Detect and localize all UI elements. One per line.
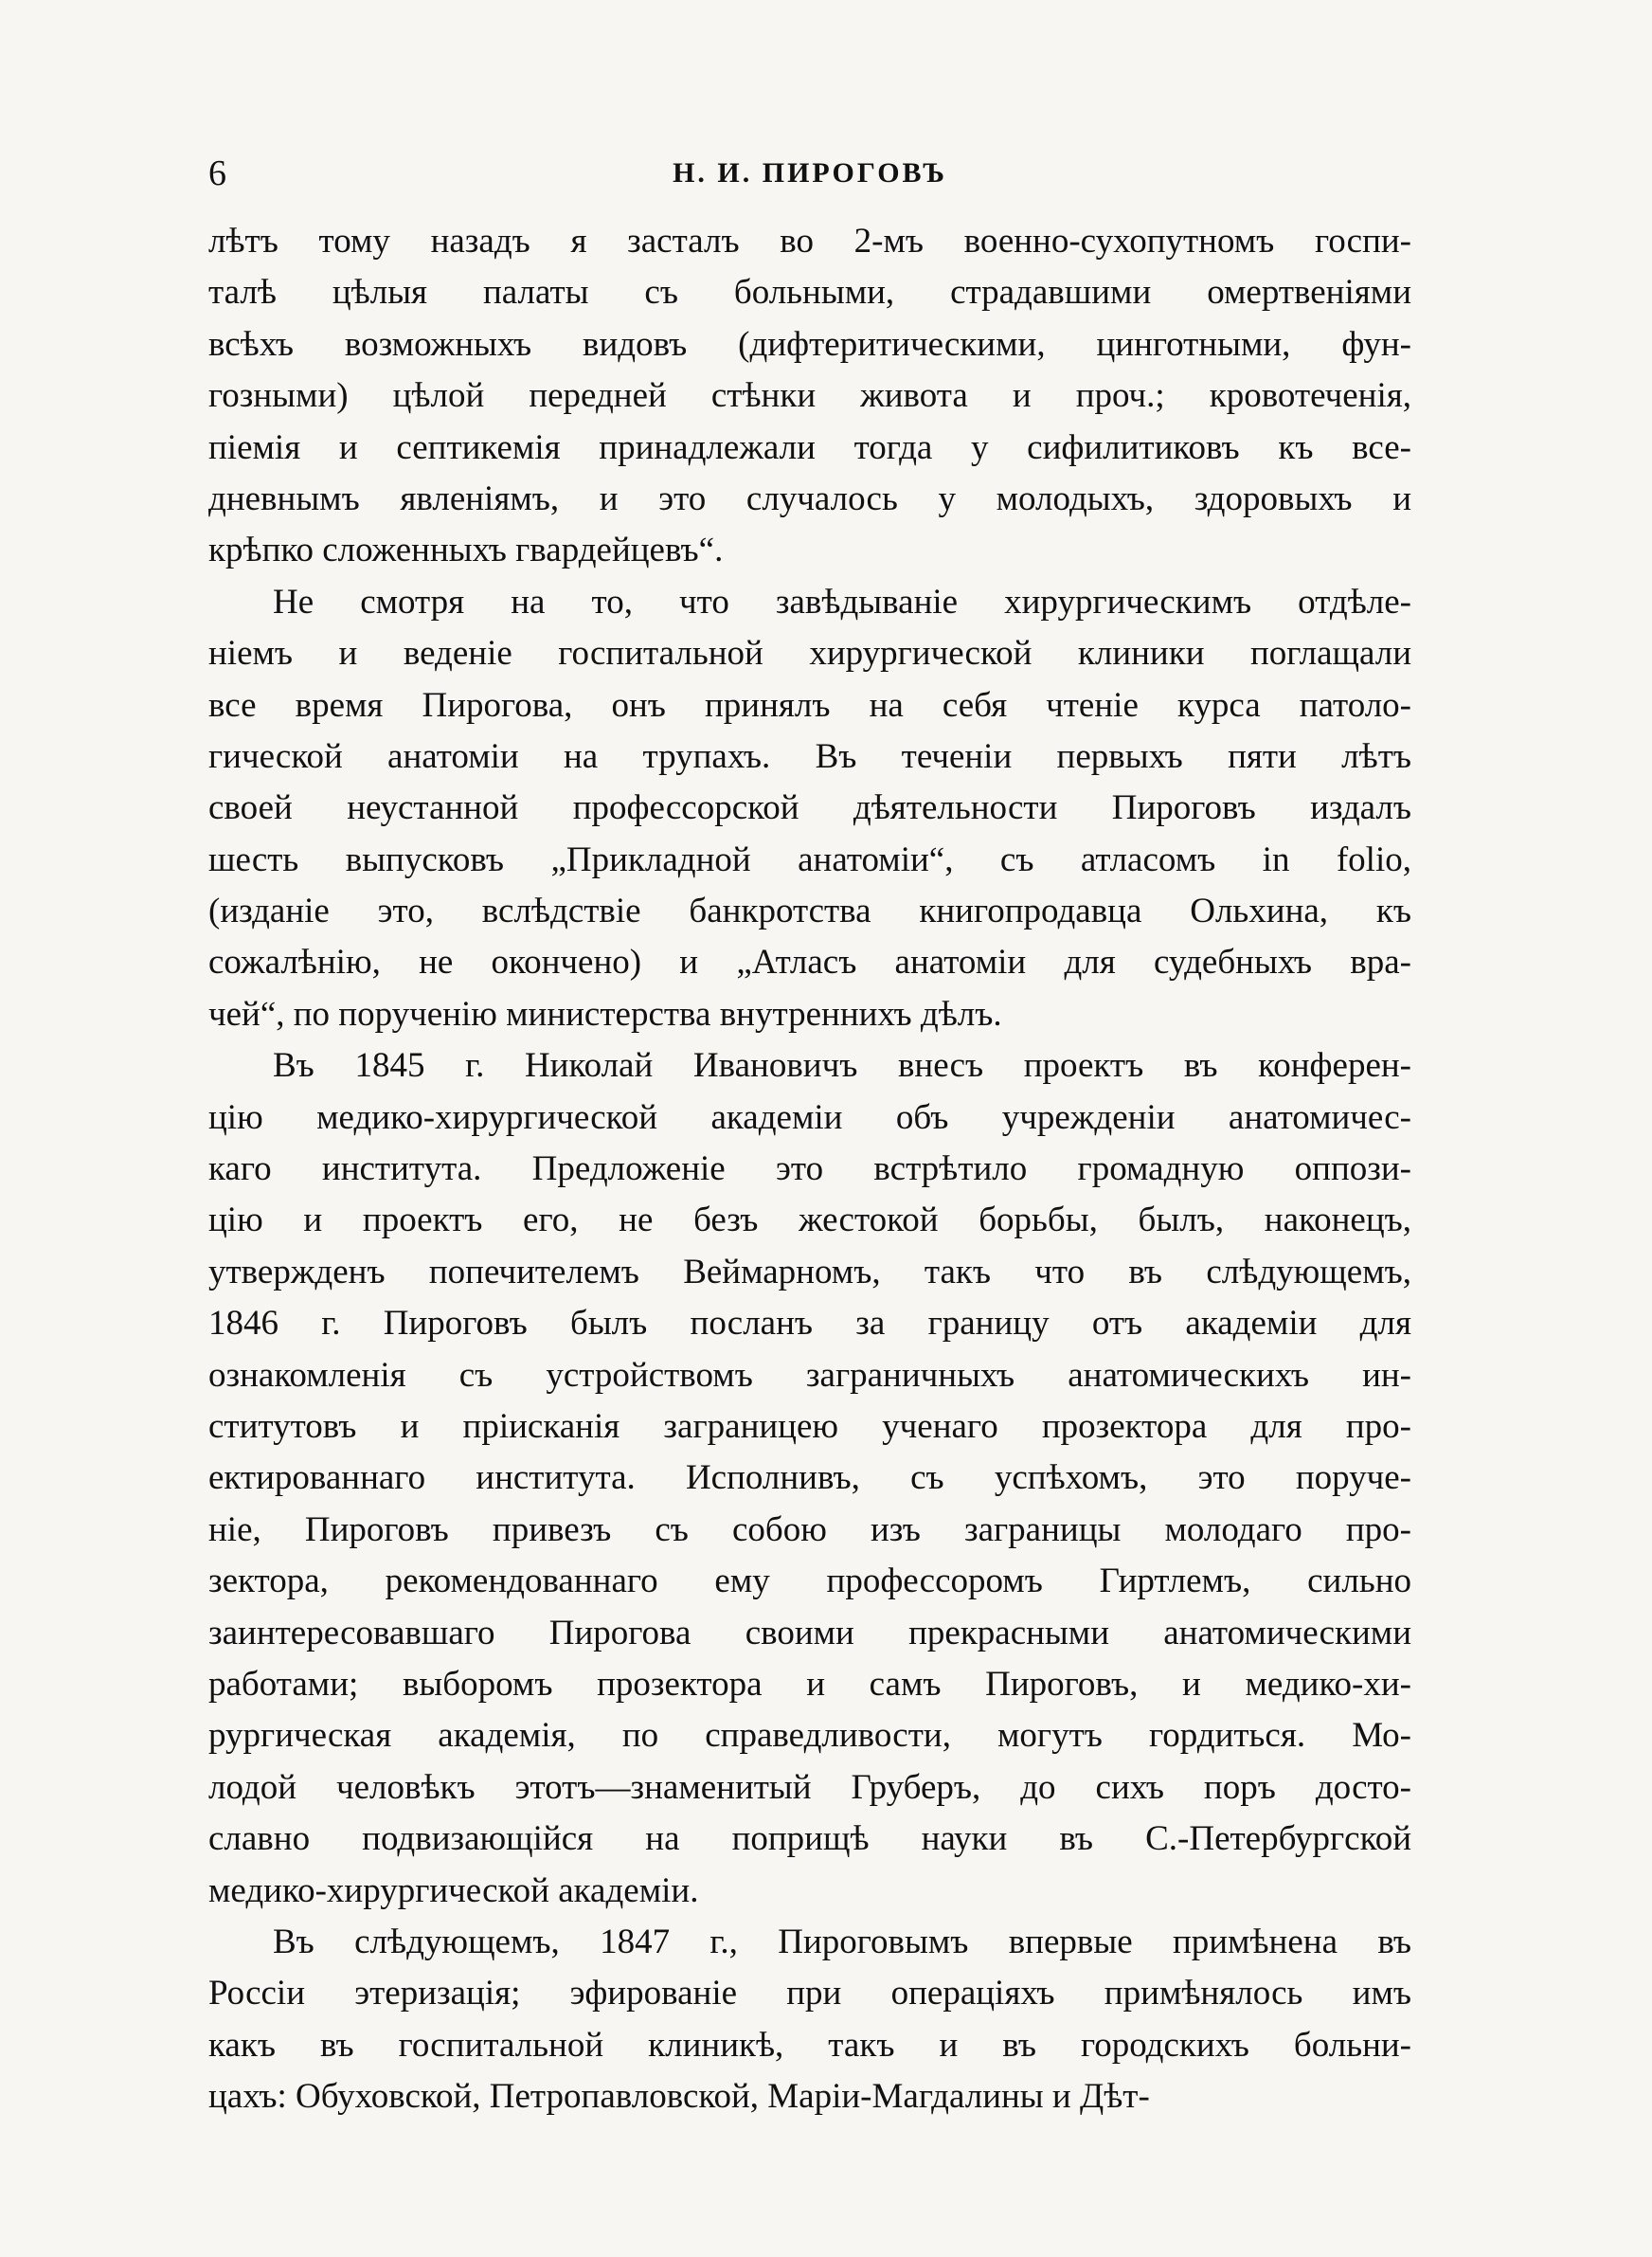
paragraph <box>208 1040 1411 1917</box>
text-line: цію медико-хирургической академіи объ учрежденіи анатомичес- <box>208 1097 1411 1137</box>
text-line: ніемъ и веденіе госпитальной хирургической клиники поглащали <box>208 634 1411 674</box>
text-line: талѣ цѣлыя палаты съ больными, страдавшими омертвеніями <box>208 273 1411 313</box>
text-line: лѣтъ тому назадъ я засталъ во 2-мъ военно-сухопутномъ госпи- <box>208 222 1411 261</box>
text-line: ектированнаго института. Исполнивъ, съ успѣхомъ, это поруче- <box>208 1458 1411 1498</box>
text-line: лодой человѣкъ этотъ—знаменитый Груберъ, до сихъ поръ досто- <box>208 1767 1411 1807</box>
text-line: (изданіе это, вслѣдствіе банкротства книгопродавца Ольхина, къ <box>208 892 1411 931</box>
text-line: Не смотря на то, что завѣдываніе хирургическимъ отдѣле- <box>273 582 1411 622</box>
running-head <box>208 150 1411 197</box>
text-line: работами; выборомъ прозектора и самъ Пироговъ, и медико-хи- <box>208 1664 1411 1704</box>
text-line: медико-хирургической академіи. <box>208 1870 699 1910</box>
text-line: ститутовъ и пріисканія заграницею ученаго прозектора для про- <box>208 1406 1411 1446</box>
paragraph <box>208 216 1411 577</box>
text-line: сожалѣнію, не окончено) и „Атласъ анатоміи для судебныхъ вра- <box>208 943 1411 983</box>
text-line: зектора, рекомендованнаго ему профессоромъ Гиртлемъ, сильно <box>208 1562 1411 1601</box>
text-line: славно подвизающійся на поприщѣ науки въ С.-Петербургской <box>208 1819 1411 1859</box>
text-line: какъ въ госпитальной клиникѣ, такъ и въ городскихъ больни- <box>208 2025 1411 2065</box>
text-line: гозными) цѣлой передней стѣнки живота и проч.; кровотеченія, <box>208 376 1411 416</box>
text-line: Въ 1845 г. Николай Ивановичъ внесъ проектъ въ конферен- <box>273 1046 1411 1086</box>
text-line: 1846 г. Пироговъ былъ посланъ за границу отъ академіи для <box>208 1304 1411 1344</box>
text-line: гической анатоміи на трупахъ. Въ теченіи первыхъ пяти лѣтъ <box>208 736 1411 776</box>
text-line: дневнымъ явленіямъ, и это случалось у молодыхъ, здоровыхъ и <box>208 478 1411 518</box>
page-number: 6 <box>208 153 226 193</box>
text-line: Россіи этеризація; эфированіе при операціяхъ примѣнялось имъ <box>208 1974 1411 2013</box>
text-line: піемія и септикемія принадлежали тогда у сифилитиковъ къ все- <box>208 427 1411 467</box>
text-line: заинтересовавшаго Пирогова своими прекрасными анатомическими <box>208 1613 1411 1652</box>
running-title: Н. И. ПИРОГОВЪ <box>673 157 947 189</box>
paragraph <box>208 577 1411 1041</box>
text-line: утвержденъ попечителемъ Веймарномъ, такъ что въ слѣдующемъ, <box>208 1252 1411 1291</box>
text-line: шесть выпусковъ „Прикладной анатоміи“, съ атласомъ in folio, <box>208 840 1411 879</box>
paragraph <box>208 1917 1411 2123</box>
text-line: цію и проектъ его, не безъ жестокой борьбы, былъ, наконецъ, <box>208 1201 1411 1240</box>
text-line: ніе, Пироговъ привезъ съ собою изъ заграницы молодаго про- <box>208 1509 1411 1549</box>
text-line: своей неустанной профессорской дѣятельности Пироговъ издалъ <box>208 788 1411 828</box>
body-text <box>208 216 1411 2122</box>
text-line: Въ слѣдующемъ, 1847 г., Пироговымъ впервые примѣнена въ <box>273 1922 1411 1961</box>
text-line: всѣхъ возможныхъ видовъ (дифтеритическими, цинготными, фун- <box>208 324 1411 364</box>
text-line: каго института. Предложеніе это встрѣтило громадную оппози- <box>208 1149 1411 1189</box>
text-line: рургическая академія, по справедливости, могутъ гордиться. Мо- <box>208 1716 1411 1756</box>
text-line: крѣпко сложенныхъ гвардейцевъ“. <box>208 531 724 570</box>
text-line: цахъ: Обуховской, Петропавловской, Маріи-Магдалины и Дѣт- <box>208 2077 1150 2117</box>
text-line: ознакомленія съ устройствомъ заграничныхъ анатомическихъ ин- <box>208 1355 1411 1395</box>
text-line: чей“, по порученію министерства внутреннихъ дѣлъ. <box>208 994 1002 1034</box>
text-line: все время Пирогова, онъ принялъ на себя чтеніе курса патоло- <box>208 685 1411 725</box>
